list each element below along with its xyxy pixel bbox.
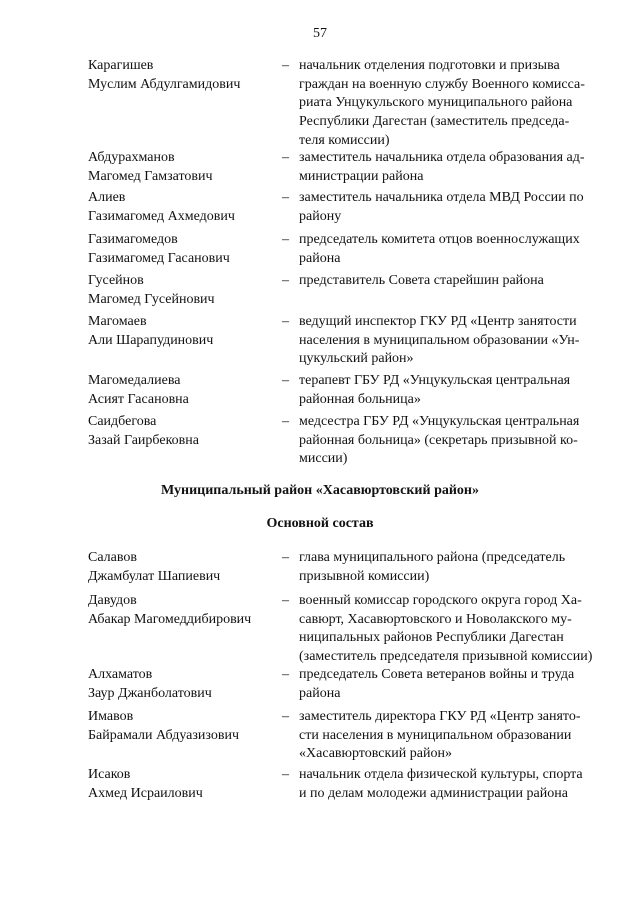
member-role-line: военный комиссар городского округа город Ха-: [299, 593, 582, 608]
member-surname: Абдурахманов: [88, 150, 175, 165]
member-given-names: Заур Джанболатович: [88, 685, 212, 701]
member-role-line: риата Унцукульского муниципального района: [299, 95, 573, 111]
member-role-line: района: [299, 250, 341, 266]
dash-separator: –: [282, 150, 289, 165]
member-role-line: глава муниципального района (председатель: [299, 550, 566, 565]
member-name: [88, 149, 278, 186]
member-role: [299, 666, 611, 703]
member-role: [299, 313, 611, 369]
member-surname: Магомедалиева: [88, 373, 181, 388]
member-given-names: Асият Гасановна: [88, 391, 189, 407]
member-given-names: Газимагомед Гасанович: [88, 250, 230, 266]
member-role-line: ниципальных районов Республики Дагестан: [299, 630, 564, 646]
member-surname: Газимагомедов: [88, 232, 178, 247]
member-role-line: граждан на военную службу Военного комисса-: [299, 76, 585, 92]
dash-separator: –: [282, 58, 289, 73]
member-name: [88, 549, 278, 586]
member-role-line: ведущий инспектор ГКУ РД «Центр занятости: [299, 314, 577, 329]
member-surname: Карагишев: [88, 58, 154, 73]
member-role: [299, 413, 611, 469]
member-role-line: «Хасавюртовский район»: [299, 746, 452, 762]
page-number: 57: [313, 26, 327, 41]
dash-separator: –: [282, 373, 289, 388]
dash-separator: –: [282, 667, 289, 682]
member-role: [299, 231, 611, 268]
member-given-names: Байрамали Абдуазизович: [88, 727, 239, 743]
dash-separator: –: [282, 709, 289, 724]
dash-separator: –: [282, 414, 289, 429]
member-surname: Магомаев: [88, 314, 147, 329]
member-role-line: медсестра ГБУ РД «Унцукульская центральная: [299, 414, 580, 429]
member-role-line: цукульский район»: [299, 351, 414, 367]
member-role-line: теля комиссии): [299, 132, 390, 148]
member-role-line: терапевт ГБУ РД «Унцукульская центральная: [299, 373, 571, 388]
member-role-line: заместитель директора ГКУ РД «Центр занято-: [299, 709, 581, 724]
member-role: [299, 149, 611, 186]
member-given-names: Джамбулат Шапиевич: [88, 568, 221, 584]
member-surname: Исаков: [88, 767, 131, 782]
member-given-names: Али Шарапудинович: [88, 332, 214, 348]
member-role-line: начальник отдела физической культуры, спорта: [299, 767, 583, 782]
member-name: [88, 57, 278, 94]
member-role-line: району: [299, 208, 342, 224]
member-role: [299, 549, 611, 586]
member-role: [299, 708, 611, 764]
dash-separator: –: [282, 232, 289, 247]
member-name: [88, 592, 278, 629]
member-role: [299, 57, 611, 151]
member-role-line: заместитель начальника отдела МВД России по: [299, 190, 584, 205]
member-name: [88, 272, 278, 309]
member-role: [299, 189, 611, 226]
member-role: [299, 372, 611, 409]
member-role-line: Республики Дагестан (заместитель председа-: [299, 114, 570, 130]
member-name: [88, 372, 278, 409]
dash-separator: –: [282, 273, 289, 288]
member-surname: Алхаматов: [88, 667, 153, 682]
dash-separator: –: [282, 767, 289, 782]
member-role-line: начальник отделения подготовки и призыва: [299, 58, 560, 73]
member-name: [88, 189, 278, 226]
member-given-names: Магомед Гусейнович: [88, 291, 215, 307]
member-role-line: сти населения в муниципальном образовании: [299, 727, 572, 743]
member-name: [88, 231, 278, 268]
member-given-names: Магомед Гамзатович: [88, 168, 213, 184]
member-role-line: заместитель начальника отдела образования ад-: [299, 150, 585, 165]
member-role-line: и по делам молодежи администрации района: [299, 785, 568, 801]
member-surname: Давудов: [88, 593, 137, 608]
member-name: [88, 666, 278, 703]
member-role-line: призывной комиссии): [299, 568, 430, 584]
member-role-line: савюрт, Хасавюртовского и Новолакского му-: [299, 611, 572, 627]
member-given-names: Абакар Магомеддибирович: [88, 611, 252, 627]
member-given-names: Ахмед Исраилович: [88, 785, 203, 801]
member-name: [88, 313, 278, 350]
district-heading: Муниципальный район «Хасавюртовский район»: [161, 483, 479, 498]
member-given-names: Муслим Абдулгамидович: [88, 76, 241, 92]
member-given-names: Газимагомед Ахмедович: [88, 208, 235, 224]
composition-heading: Основной состав: [266, 516, 374, 531]
member-surname: Гусейнов: [88, 273, 144, 288]
dash-separator: –: [282, 550, 289, 565]
member-role-line: миссии): [299, 451, 348, 467]
dash-separator: –: [282, 190, 289, 205]
member-surname: Имавов: [88, 709, 134, 724]
dash-separator: –: [282, 593, 289, 608]
member-role-line: представитель Совета старейшин района: [299, 273, 544, 288]
member-name: [88, 766, 278, 803]
dash-separator: –: [282, 314, 289, 329]
member-role-line: районная больница» (секретарь призывной ко-: [299, 432, 578, 448]
member-role-line: (заместитель председателя призывной комиссии): [299, 649, 593, 665]
member-role-line: населения в муниципальном образовании «Ун-: [299, 332, 580, 348]
member-role-line: председатель комитета отцов военнослужащих: [299, 232, 580, 247]
member-role: [299, 766, 611, 803]
member-surname: Саидбегова: [88, 414, 157, 429]
member-name: [88, 708, 278, 745]
member-given-names: Зазай Гаирбековна: [88, 432, 199, 448]
member-name: [88, 413, 278, 450]
member-surname: Алиев: [88, 190, 126, 205]
member-role-line: министрации района: [299, 168, 424, 184]
member-role-line: района: [299, 685, 341, 701]
member-role: [299, 272, 611, 291]
member-role-line: председатель Совета ветеранов войны и труда: [299, 667, 575, 682]
member-role-line: районная больница»: [299, 391, 421, 407]
member-role: [299, 592, 611, 667]
member-surname: Салавов: [88, 550, 137, 565]
